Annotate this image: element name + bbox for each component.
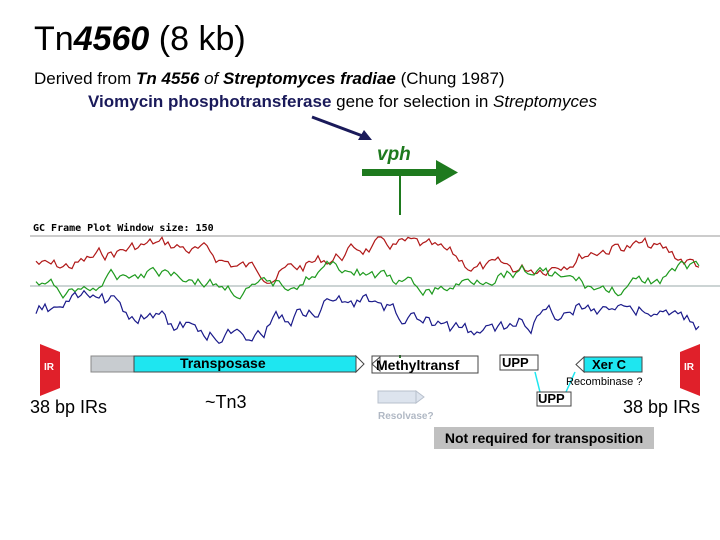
upp2-label: UPP (538, 391, 565, 406)
methyltransferase-gene (372, 356, 478, 373)
ir-right-caption: 38 bp IRs (623, 397, 701, 417)
transposase-label: Transposase (180, 355, 266, 371)
subtitle-strain: Tn 4556 (136, 69, 200, 88)
not-required-box: Not required for transposition (434, 427, 654, 449)
ir-right-text: IR (684, 362, 694, 373)
gc-frame-plot (30, 215, 720, 355)
xerc-label: Xer C (592, 357, 626, 372)
ir-left-marker (40, 344, 60, 396)
ir-right-marker (680, 344, 700, 396)
vph-label: vph (377, 144, 411, 165)
transposase-gene (91, 355, 364, 372)
subtitle-tail: (Chung 1987) (395, 69, 505, 88)
recombinase-caption: Recombinase ? (566, 376, 643, 388)
tn3-caption: ~Tn3 (205, 392, 247, 412)
ir-left-text: IR (44, 362, 54, 373)
title-prefix: Tn (34, 20, 74, 58)
subtitle-of: of (199, 69, 223, 88)
methyltransf-label: Methyltransf (376, 357, 460, 373)
description-gene: Viomycin phosphotransferase (88, 92, 332, 111)
subtitle-lead: Derived from (34, 69, 137, 88)
resolvase-label: Resolvase? (378, 411, 434, 422)
ir-left-caption: 38 bp IRs (30, 397, 108, 417)
title-number: 4560 (73, 20, 150, 58)
upp2-gene (537, 391, 571, 406)
description-genus: Streptomyces (493, 92, 597, 111)
title-suffix: (8 kb) (149, 20, 246, 58)
upp-connector (535, 372, 540, 392)
resolvase-gene (378, 391, 434, 422)
upp1-label: UPP (502, 355, 529, 370)
xerc-gene (576, 357, 642, 372)
subtitle-species: Streptomyces fradiae (222, 69, 396, 88)
plot-header: GC Frame Plot Window size: 150 (33, 223, 214, 234)
description-mid: gene for selection in (331, 92, 494, 111)
pointer-arrow (312, 117, 372, 140)
upp1-gene (500, 355, 538, 370)
